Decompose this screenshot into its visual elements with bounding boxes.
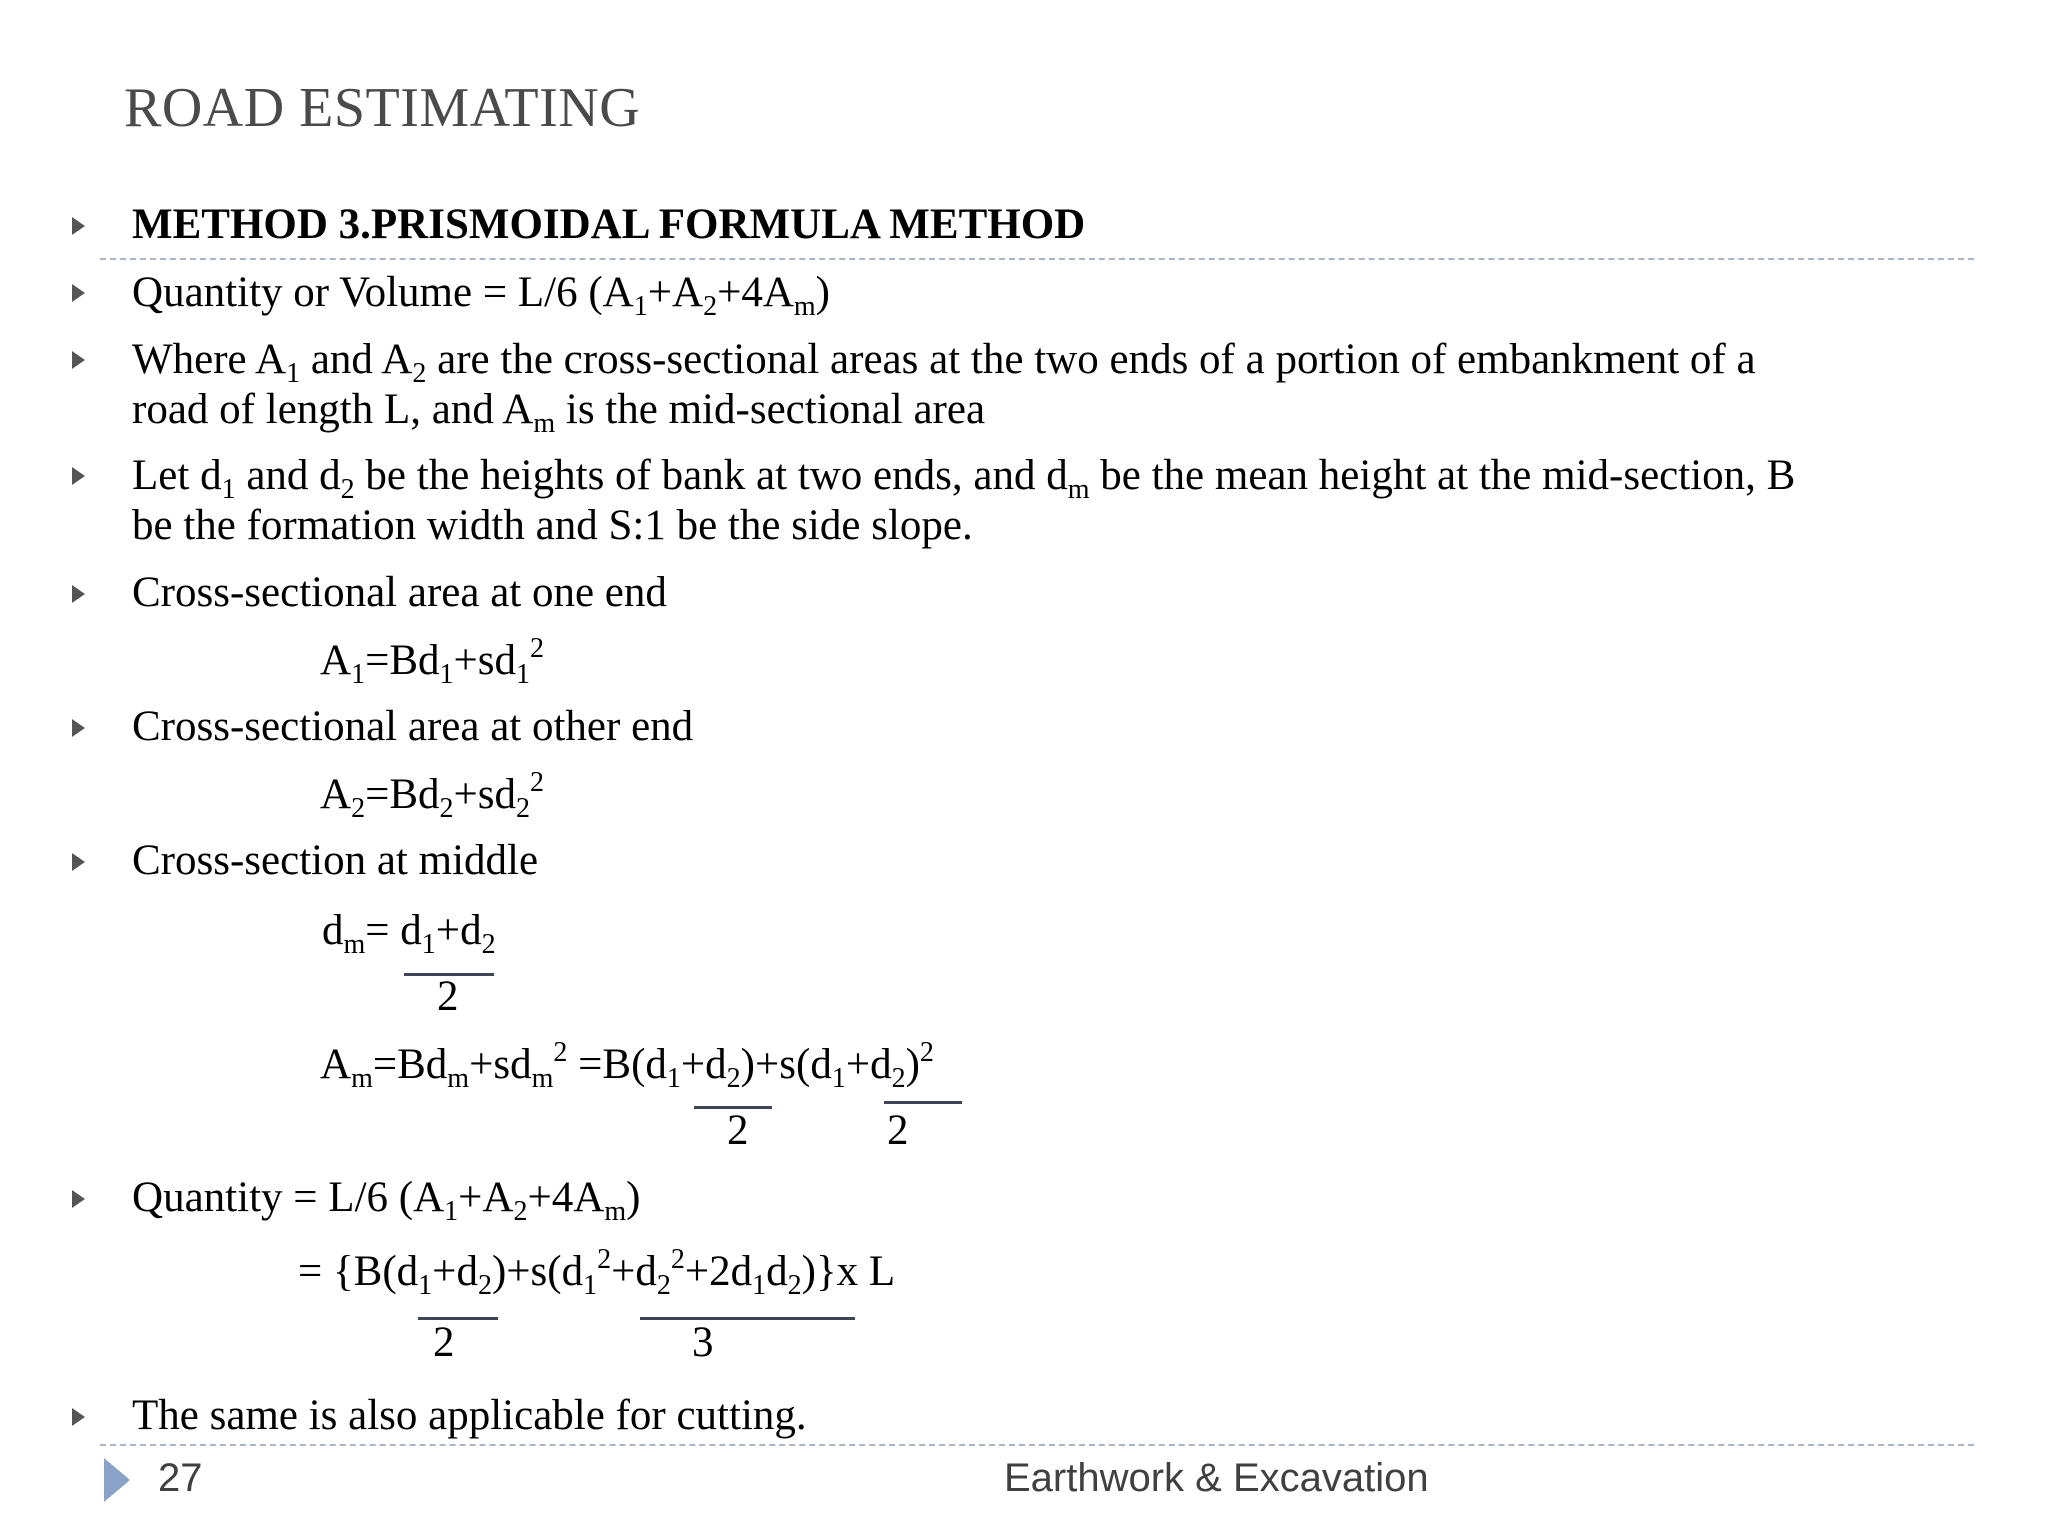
method-heading: METHOD 3.PRISMOIDAL FORMULA METHOD [132, 201, 1086, 248]
footer-arrow-icon [104, 1458, 130, 1502]
bullet-icon [72, 1190, 85, 1208]
middle-label: Cross-section at middle [132, 837, 539, 884]
volume-formula: Quantity or Volume = L/6 $(A_1+A_2+4A_m)$ [132, 269, 830, 322]
slide-title: ROAD ESTIMATING [124, 77, 641, 139]
a2-formula: $A_2=Bd_2+sd_2^2$ [320, 767, 545, 824]
fraction-bar [418, 1317, 498, 1320]
footer-divider [100, 1444, 1974, 1446]
expanded-denominator-2: 3 [692, 1319, 714, 1366]
page-number: 27 [158, 1456, 203, 1500]
bullet-icon [72, 284, 85, 302]
one-end-label: Cross-sectional area at one end [132, 569, 667, 616]
let-text-line-2: be the formation width and S:1 be the side slope. [132, 502, 973, 549]
fraction-bar [640, 1317, 855, 1320]
bullet-icon [72, 467, 85, 485]
where-text-line-1: Where $A_1$ and $A_2$ are the cross-sectional areas at the two ends of a portion of embankment of a [132, 336, 1756, 389]
bullet-icon [72, 1408, 85, 1426]
fraction-bar [884, 1101, 962, 1104]
am-denominator-1: 2 [727, 1107, 749, 1154]
dm-denominator: 2 [437, 973, 459, 1020]
quantity-formula: Quantity = L/6 $(A_1+A_2+4A_m)$ [132, 1174, 641, 1227]
bullet-icon [72, 217, 85, 235]
a1-formula: $A_1=Bd_1+sd_1^2$ [320, 633, 545, 690]
cutting-note: The same is also applicable for cutting. [132, 1392, 807, 1439]
let-text-line-1: Let $d_1$ and $d_2$ be the heights of bank at two ends, and $d_m$ be the mean height at the mid-section, B [132, 452, 1796, 505]
am-denominator-2: 2 [887, 1107, 909, 1154]
bullet-icon [72, 585, 85, 603]
bullet-icon [72, 853, 85, 871]
footer-title: Earthwork & Excavation [1004, 1456, 1429, 1500]
am-formula: $A_m=Bd_m+sd_m^2 =B(d_1+d_2)+s(d_1+d_2)^2$ [320, 1037, 934, 1094]
dm-formula: $d_m= d_1+d_2$ [322, 907, 496, 960]
bullet-icon [72, 719, 85, 737]
header-divider [100, 258, 1974, 260]
bullet-icon [72, 351, 85, 369]
expanded-formula: = $\{B(d_1+d_2)+s(d_1^2+d_2^2+2d_1d_2)\}x$ L [298, 1244, 896, 1301]
where-text-line-2: road of length L, and $A_m$ is the mid-sectional area [132, 386, 986, 439]
other-end-label: Cross-sectional area at other end [132, 703, 694, 750]
expanded-denominator-1: 2 [433, 1319, 455, 1366]
